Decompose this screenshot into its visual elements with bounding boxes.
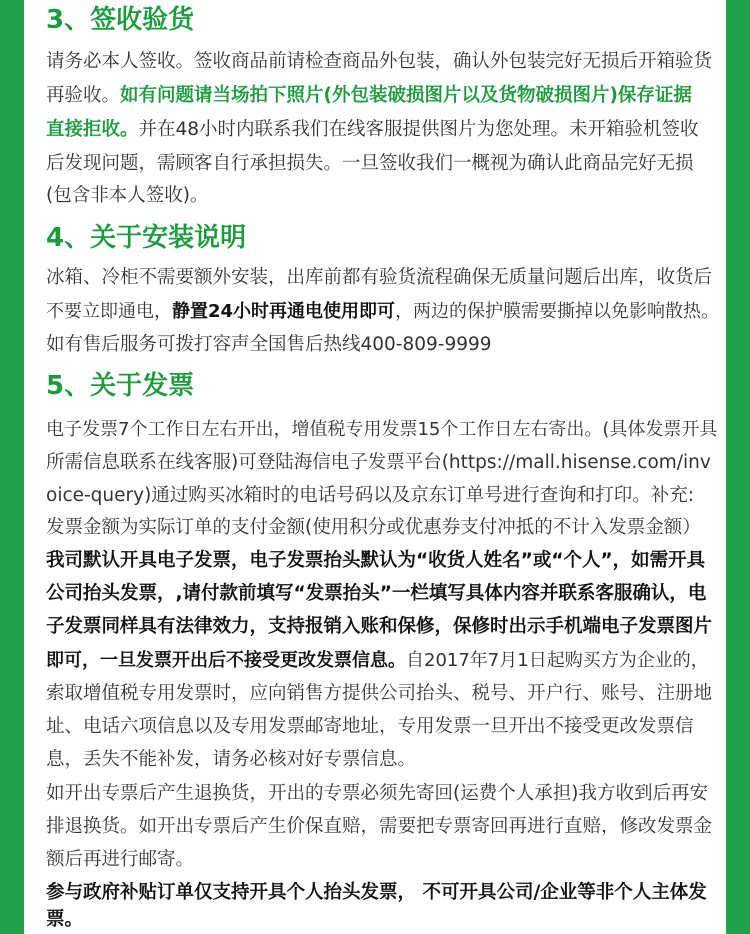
section-5-line-3: oice-query)通过购买冰箱时的电话号码以及京东订单号进行查询和打印。补充: bbox=[46, 485, 695, 506]
section-5-bold-line-2: 公司抬头发票，,请付款前填写“发票抬头”一栏填写具体内容并联系客服确认，电 bbox=[46, 583, 707, 604]
content-card bbox=[24, 0, 726, 934]
section-4-line-2-text-a: 不要立即通电， bbox=[46, 301, 172, 322]
section-3-line-3-highlight: 直接拒收。 bbox=[46, 119, 139, 140]
section-3-line-4: 后发现问题，需顾客自行承担损失。一旦签收我们一概视为确认此商品完好无损 bbox=[46, 153, 694, 174]
section-3-heading: 3、签收验货 bbox=[46, 5, 195, 35]
section-5-line-7: 息，丢失不能补发，请务必核对好专票信息。 bbox=[46, 749, 417, 770]
section-3-line-2-highlight: 如有问题请当场拍下照片(外包装破损图片以及货物破损图片)保存证据 bbox=[120, 85, 692, 106]
section-5-line-2: 所需信息联系在线客服)可登陆海信电子发票平台(https://mall.hisense.com/inv bbox=[46, 452, 711, 473]
section-5-bold-line-4 bbox=[46, 649, 709, 673]
section-3-line-3 bbox=[46, 118, 699, 142]
section-4-line-2 bbox=[46, 300, 719, 324]
section-5-line-5: 索取增值税专用发票时，应向销售方提供公司抬头、税号、开户行、账号、注册地 bbox=[46, 683, 713, 704]
section-5-line-4: 发票金额为实际订单的支付金额(使用积分或优惠券支付冲抵的不计入发票金额） bbox=[46, 517, 701, 538]
section-5-heading: 5、关于发票 bbox=[46, 371, 195, 401]
section-5-final-line-1: 参与政府补贴订单仅支持开具个人抬头发票， 不可开具公司/企业等非个人主体发 bbox=[46, 882, 707, 903]
section-4-heading: 4、关于安装说明 bbox=[46, 223, 247, 253]
section-4-line-3: 如有售后服务可拨打容声全国售后热线400-809-9999 bbox=[46, 334, 492, 355]
section-5-line-4-b: 自2017年7月1日起购买方为企业的， bbox=[406, 650, 709, 671]
section-3-line-3-text: 并在48小时内联系我们在线客服提供图片为您处理。未开箱验机签收 bbox=[138, 119, 699, 140]
section-5-bold-line-3: 子发票同样具有法律效力，支持报销入账和保修，保修时出示手机端电子发票图片 bbox=[46, 616, 713, 637]
section-5-note-line-2: 排退换货。如开出专票后产生价保直赔，需要把专票寄回再进行直赔，修改发票金 bbox=[46, 816, 713, 837]
section-5-line-6: 址、电话六项信息以及专用发票邮寄地址，专用发票一旦开出不接受更改发票信 bbox=[46, 716, 694, 737]
section-5-line-1: 电子发票7个工作日左右开出，增值税专用发票15个工作日左右寄出。(具体发票开具 bbox=[46, 419, 718, 440]
section-3-line-2-text: 再验收。 bbox=[46, 85, 121, 106]
section-4-line-1: 冰箱、冷柜不需要额外安装，出库前都有验货流程确保无质量问题后出库，收货后 bbox=[46, 267, 713, 288]
section-4-line-2-bold: 静置24小时再通电使用即可 bbox=[172, 301, 396, 322]
section-5-note-line-1: 如开出专票后产生退换货，开出的专票必须先寄回(运费个人承担)我方收到后再安 bbox=[46, 783, 708, 804]
section-5-bold-line-1: 我司默认开具电子发票，电子发票抬头默认为“收货人姓名”或“个人”，如需开具 bbox=[46, 550, 706, 571]
section-3-line-1: 请务必本人签收。签收商品前请检查商品外包装，确认外包装完好无损后开箱验货 bbox=[46, 51, 713, 72]
section-5-bold-line-4-a: 即可，一旦发票开出后不接受更改发票信息。 bbox=[46, 650, 406, 671]
section-5-final-line-2: 票。 bbox=[46, 909, 84, 930]
section-4-line-2-text-b: ，两边的保护膜需要撕掉以免影响散热。 bbox=[395, 301, 720, 322]
section-5-note-line-3: 额后再进行邮寄。 bbox=[46, 849, 195, 870]
section-3-line-2 bbox=[46, 84, 692, 108]
section-3-line-5: (包含非本人签收)。 bbox=[46, 185, 209, 206]
